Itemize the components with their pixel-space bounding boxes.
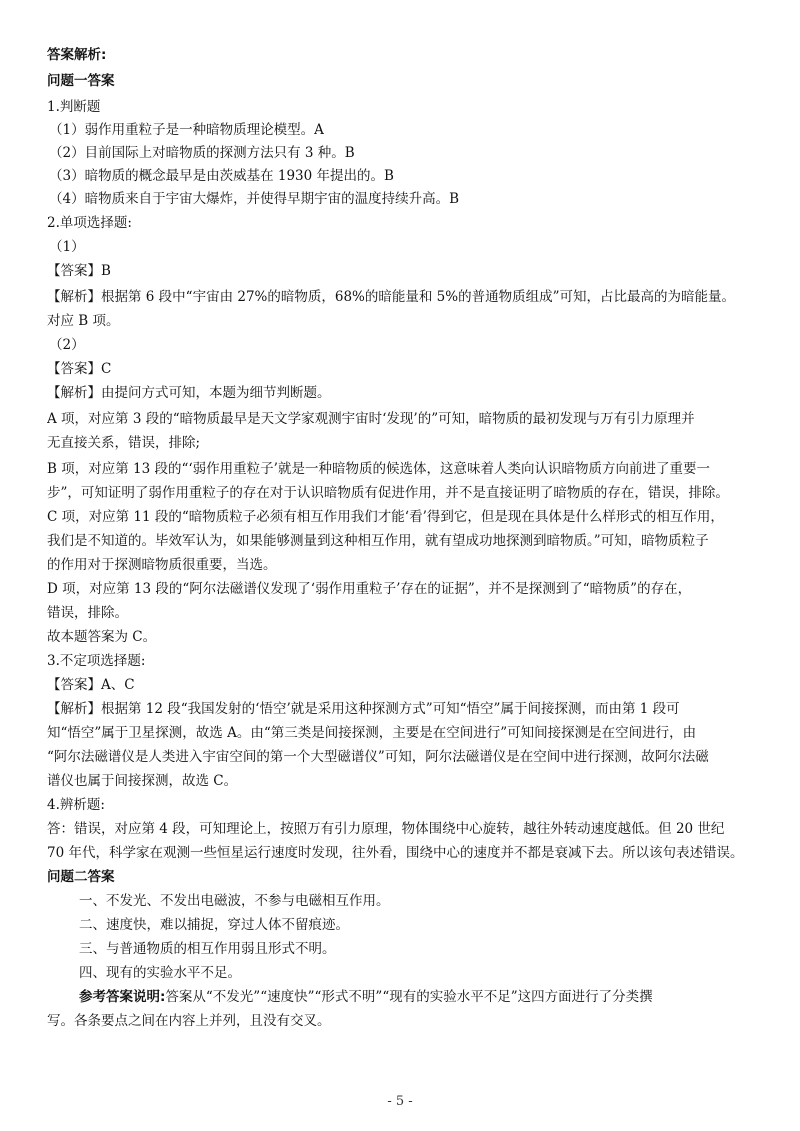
sc-q1-analysis-line2: 对应 B 项。: [47, 313, 120, 329]
section-single-choice: 2.单项选择题:: [47, 215, 132, 231]
option-b-line2: 步”，可知证明了弱作用重粒子的存在对于认识暗物质有促进作用，并不是直接证明了暗物质的存在，错误，排除。: [47, 485, 729, 501]
option-d-line1: D 项，对应第 13 段的“阿尔法磁谱仪发现了‘弱作用重粒子’存在的证据”，并不是探测到了“暗物质”的存在，: [47, 581, 692, 597]
reference-note-line2: 写。各条要点之间在内容上并列，且没有交叉。: [47, 1013, 331, 1029]
tf-item-4: （4）暗物质来自于宇宙大爆炸，并使得早期宇宙的温度持续升高。B: [49, 191, 460, 207]
sc-q2-analysis: 【解析】由提问方式可知，本题为细节判断题。: [47, 385, 331, 401]
disc-answer-line2: 70 年代，科学家在观测一些恒星运行速度时发现，往外看，围绕中心的速度并不都是衰减下去。所以该句表述错误。: [47, 845, 744, 861]
q2-point-2: 二、速度快，难以捕捉，穿过人体不留痕迹。: [79, 917, 349, 933]
reference-note-line1: [79, 988, 791, 1006]
option-a-line1: A 项，对应第 3 段的“暗物质最早是天文学家观测宇宙时‘发现’的”可知，暗物质的最初发现与万有引力原理并: [47, 411, 695, 427]
tf-item-1: （1）弱作用重粒子是一种暗物质理论模型。A: [49, 122, 324, 138]
mc-analysis-line1: 【解析】根据第 12 段“我国发射的‘悟空’就是采用这种探测方式”可知“悟空”属于间接探测，而由第 1 段可: [47, 701, 680, 717]
sc-q1-analysis-line1: 【解析】根据第 6 段中“宇宙由 27%的暗物质，68%的暗能量和 5%的普通物质组成”可知，占比最高的为暗能量。: [47, 289, 735, 305]
option-c-line1: C 项，对应第 11 段的“暗物质粒子必须有相互作用我们才能‘看’得到它，但是现在具体是什么样形式的相互作用，: [47, 509, 724, 525]
heading-question-two: 问题二答案: [47, 869, 115, 885]
option-c-line2: 我们是不知道的。毕效军认为，如果能够测量到这种相互作用，就有望成功地探测到暗物质。”可知，暗物质粒子: [47, 533, 709, 549]
section-discrimination: 4.辨析题:: [47, 797, 105, 813]
section-true-false: 1.判断题: [47, 99, 101, 115]
q2-point-4: 四、现有的实验水平不足。: [79, 965, 241, 981]
mc-analysis-line3: “阿尔法磁谱仪是人类进入宇宙空间的第一个大型磁谱仪”可知，阿尔法磁谱仪是在空间中进行探测，故阿尔法磁: [47, 749, 709, 765]
disc-answer-line1: 答：错误，对应第 4 段，可知理论上，按照万有引力原理，物体围绕中心旋转，越往外转动速度越低。但 20 世纪: [47, 821, 725, 837]
sc-q2-number: （2）: [49, 337, 85, 353]
sc-q2-answer: 【答案】C: [47, 361, 112, 377]
heading-question-one: 问题一答案: [47, 73, 115, 89]
option-b-line1: B 项，对应第 13 段的“‘弱作用重粒子’就是一种暗物质的候选体，这意味着人类向认识暗物质方向前进了重要一: [47, 461, 710, 477]
sc-q2-conclusion: 故本题答案为 C。: [47, 629, 157, 645]
option-a-line2: 无直接关系，错误，排除;: [47, 435, 201, 451]
heading-answer-analysis: 答案解析:: [47, 47, 107, 63]
q2-point-3: 三、与普通物质的相互作用弱且形式不明。: [79, 941, 336, 957]
option-c-line3: 的作用对于探测暗物质很重要，当选。: [47, 557, 277, 573]
tf-item-2: （2）目前国际上对暗物质的探测方法只有 3 种。B: [49, 145, 355, 161]
section-multi-choice: 3.不定项选择题:: [47, 653, 146, 669]
reference-note-label: 参考答案说明:: [79, 989, 166, 1005]
mc-analysis-line2: 知“悟空”属于卫星探测，故选 A。由“第三类是间接探测，主要是在空间进行”可知间接探测是在空间进行，由: [47, 725, 697, 741]
page-number: - 5 -: [387, 1094, 413, 1109]
sc-q1-number: （1）: [49, 239, 85, 255]
option-d-line2: 错误，排除。: [47, 605, 128, 621]
reference-note-text: 答案从“不发光”“速度快”“形式不明”“现有的实验水平不足”这四方面进行了分类撰: [165, 989, 653, 1005]
q2-point-1: 一、不发光、不发出电磁波，不参与电磁相互作用。: [79, 893, 390, 909]
mc-answer: 【答案】A、C: [47, 677, 135, 693]
sc-q1-answer: 【答案】B: [47, 263, 111, 279]
tf-item-3: （3）暗物质的概念最早是由茨威基在 1930 年提出的。B: [49, 168, 394, 184]
mc-analysis-line4: 谱仪也属于间接探测，故选 C。: [47, 773, 238, 789]
